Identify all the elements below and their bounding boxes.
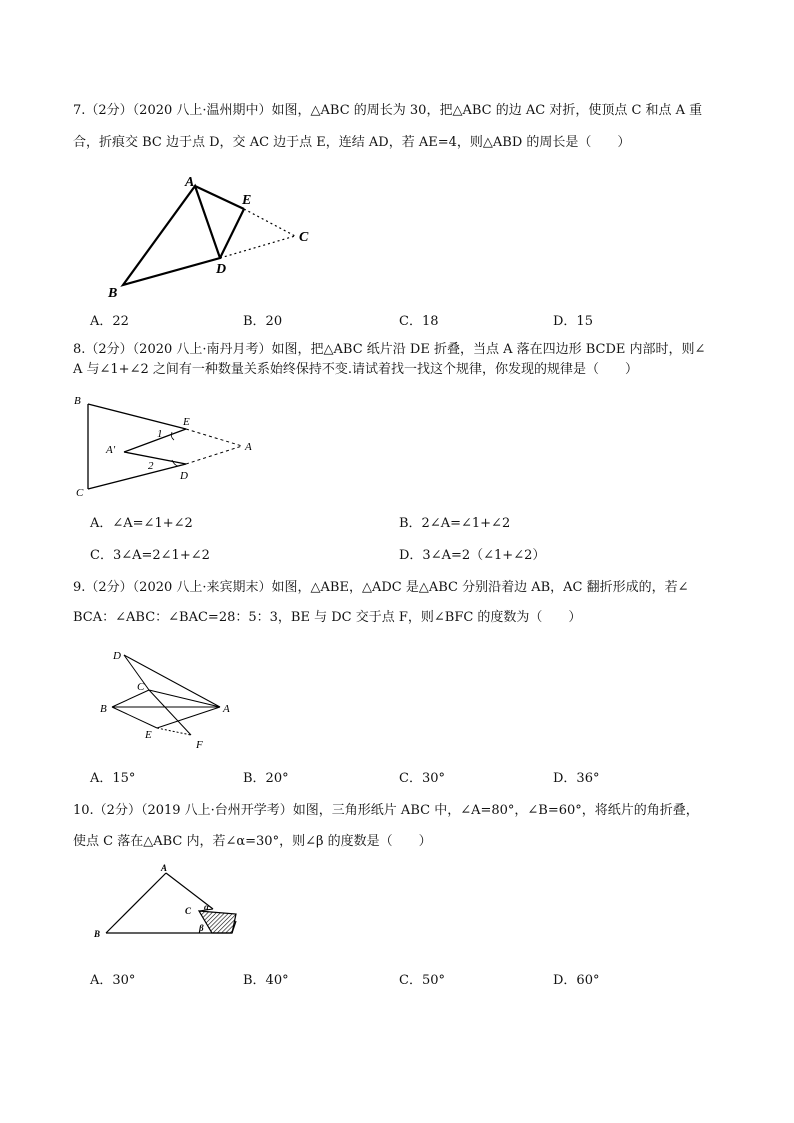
q7-label-d: D [216,262,227,277]
q8-label-e: E [183,416,190,428]
q9-option-c[interactable]: C．30° [399,771,445,786]
q8-label-angle1: 1 [157,428,163,440]
q9-label-e: E [145,729,152,741]
q9-stem-line1: 9.（2分）（2020 八上·来宾期末）如图，△ABE，△ADC 是△ABC 分别沿着边 AB，AC 翻折形成的，若∠ [73,580,689,595]
q10-option-d[interactable]: D．60° [553,973,600,988]
q7-stem-line2: 合，折痕交 BC 边于点 D，交 AC 边于点 E，连结 AD，若 AE=4，则△ABD 的周长是（ ） [73,135,631,150]
q8-label-angle2: 2 [148,460,154,472]
q10-option-c[interactable]: C．50° [399,973,445,988]
q7-option-b[interactable]: B．20 [243,314,283,329]
q10-stem-line2: 使点 C 落在△ABC 内，若∠α=30°，则∠β 的度数是（ ） [73,834,432,849]
q10-stem-line1: 10.（2分）（2019 八上·台州开学考）如图，三角形纸片 ABC 中，∠A=80°，∠B=60°，将纸片的角折叠， [73,803,699,818]
q9-stem-line2: BCA：∠ABC：∠BAC=28：5：3，BE 与 DC 交于点 F，则∠BFC 的度数为（ ） [73,610,582,625]
q7-label-e: E [242,193,252,208]
q8-label-b: B [74,395,81,407]
q10-label-a: A [161,863,168,873]
q7-option-a[interactable]: A．22 [90,314,129,329]
q8-option-d[interactable]: D．3∠A=2（∠1+∠2） [399,548,546,563]
q8-option-c[interactable]: C．3∠A=2∠1+∠2 [90,548,210,563]
q8-stem-line1: 8.（2分）（2020 八上·南丹月考）如图，把△ABC 纸片沿 DE 折叠，当点 A 落在四边形 BCDE 内部时，则∠ [73,342,706,357]
q9-label-f: F [196,739,203,751]
q7-option-d[interactable]: D．15 [553,314,593,329]
q10-label-alpha: α [204,902,209,912]
q8-label-a-prime: A′ [106,444,116,456]
q9-option-b[interactable]: B．20° [243,771,289,786]
q7-stem-line1: 7.（2分）（2020 八上·温州期中）如图，△ABC 的周长为 30，把△ABC 的边 AC 对折，使顶点 C 和点 A 重 [73,103,703,118]
q8-label-a: A [245,441,252,453]
q8-label-d: D [180,470,188,482]
q10-label-c: C [185,906,192,916]
q7-label-b: B [108,286,118,301]
q9-label-c: C [137,681,145,693]
q10-option-a[interactable]: A．30° [90,973,136,988]
q9-label-d: D [113,650,121,662]
q7-option-c[interactable]: C．18 [399,314,439,329]
q10-label-b: B [94,929,101,939]
q9-label-a: A [223,703,230,715]
q7-label-a: A [185,175,195,190]
q10-option-b[interactable]: B．40° [243,973,289,988]
q8-label-c: C [76,487,84,499]
q8-stem-line2: A 与∠1+∠2 之间有一种数量关系始终保持不变.请试着找一找这个规律，你发现的规律是（ ） [73,362,639,377]
q8-option-b[interactable]: B．2∠A=∠1+∠2 [399,516,511,531]
q7-label-c: C [299,230,309,245]
q8-option-a[interactable]: A．∠A=∠1+∠2 [90,516,193,531]
q9-option-a[interactable]: A．15° [90,771,136,786]
q9-option-d[interactable]: D．36° [553,771,600,786]
q9-label-b: B [100,703,107,715]
q10-label-beta: β [199,923,204,933]
